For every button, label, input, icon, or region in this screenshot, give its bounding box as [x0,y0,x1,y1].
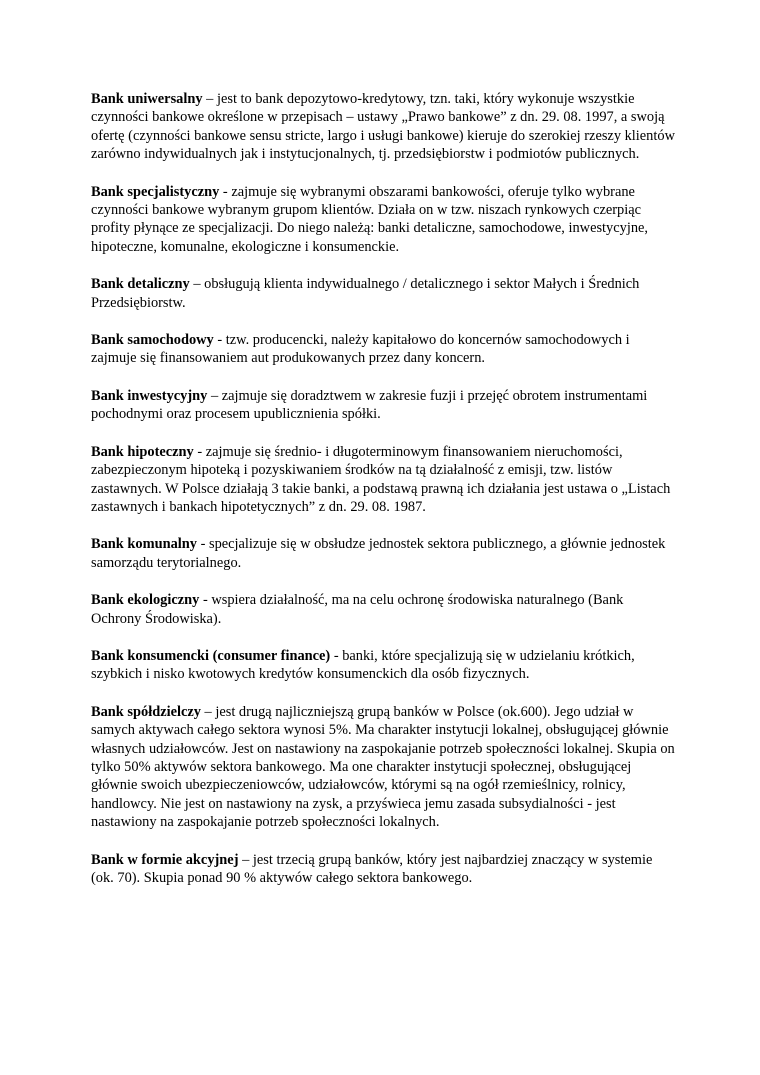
paragraph-bank-uniwersalny [91,90,675,164]
paragraph-text: – jest drugą najliczniejszą grupą banków w Polsce (ok.600). Jego udział w samych aktywach całego sektora wynosi 5%. Ma charakter instytucji lokalnej, obsługującej głównie własnych udziałowców. Jest on nastawiony na zaspokajanie potrzeb społeczności lokalnej. Skupia on tylko 50% aktywów sektora bankowego. Ma one charakter instytucji społecznej, obsługującej głównie swoich ubezpieczeniowców, udziałowców, którymi są na ogół rzemieślnicy, rolnicy, handlowcy. Nie jest on nastawiony na zysk, a przyświeca jemu zasada subsydialności - jest nastawiony na zaspokajanie potrzeb społeczności lokalnych. [91,703,675,831]
term-heading: Bank konsumencki (consumer finance) [91,647,331,664]
paragraph-text: - wspiera działalność, ma na celu ochronę środowiska naturalnego (Bank Ochrony Środowiska). [91,592,624,627]
paragraph-bank-detaliczny [91,275,675,312]
paragraph-text: – jest to bank depozytowo-kredytowy, tzn. taki, który wykonuje wszystkie czynności bankowe określone w przepisach – ustawy „Prawo bankowe” z dn. 29. 08. 1997, a swoją ofertę (czynności bankowe sensu stricte, largo i usługi bankowe) kieruje do szerokiej rzeszy klientów zarówno indywidualnych jak i instytucjonalnych, tj. przedsiębiorstw i podmiotów publicznych. [91,91,675,163]
paragraph-text: – zajmuje się doradztwem w zakresie fuzji i przejęć obrotem instrumentami pochodnymi oraz procesem upublicznienia spółki. [91,387,648,423]
paragraph-text: - banki, które specjalizują się w udzielaniu krótkich, szybkich i nisko kwotowych kredytów konsumenckich dla osób fizycznych. [91,647,635,683]
paragraph-bank-komunalny [91,535,675,572]
paragraph-text: – jest trzecią grupą banków, który jest najbardziej znaczący w systemie (ok. 70). Skupia ponad 90 % aktywów całego sektora bankowego. [91,851,653,886]
term-heading: Bank uniwersalny [91,91,203,107]
term-heading: Bank komunalny [91,536,197,553]
paragraph-text: - zajmuje się średnio- i długoterminowym finansowaniem nieruchomości, zabezpieczonym hipoteką i pozyskiwaniem środków na tą działalność z emisji, tzw. listów zastawnych. W Polsce działają 3 takie banki, a podstawą prawną ich działania jest ustawa o „Listach zastawnych i bankach hipotetycznych” z dn. 29. 08. 1987. [91,443,671,515]
term-heading: Bank inwestycyjny [91,387,208,404]
paragraph-bank-akcyjny [91,851,675,888]
term-heading: Bank spółdzielczy [91,703,201,720]
paragraph-text: – obsługują klienta indywidualnego / detalicznego i sektor Małych i Średnich Przedsiębiorstw. [91,276,640,311]
term-heading: Bank ekologiczny [91,592,200,609]
paragraph-bank-specjalistyczny [91,183,675,257]
term-heading: Bank hipoteczny [91,443,194,460]
term-heading: Bank w formie akcyjnej [91,851,239,868]
paragraph-bank-hipoteczny [91,443,675,517]
paragraph-bank-samochodowy [91,331,675,368]
term-heading: Bank samochodowy [91,332,214,349]
paragraph-bank-ekologiczny [91,591,675,628]
paragraph-bank-inwestycyjny [91,387,675,424]
paragraph-bank-konsumencki [91,647,675,684]
paragraph-bank-spoldzielczy [91,703,675,832]
term-heading: Bank specjalistyczny [91,183,220,200]
paragraph-text: - zajmuje się wybranymi obszarami bankowości, oferuje tylko wybrane czynności bankowe wybranym grupom klientów. Działa on w tzw. niszach rynkowych czerpiąc profity płynące ze specjalizacji. Do niego należą: banki detaliczne, samochodowe, inwestycyjne, hipoteczne, komunalne, ekologiczne i konsumenckie. [91,183,649,255]
document-page [91,90,675,906]
paragraph-text: - tzw. producencki, należy kapitałowo do koncernów samochodowych i zajmuje się finansowaniem aut produkowanych przez dany koncern. [91,332,630,367]
term-heading: Bank detaliczny [91,276,190,293]
paragraph-text: - specjalizuje się w obsłudze jednostek sektora publicznego, a głównie jednostek samorządu terytorialnego. [91,536,666,571]
